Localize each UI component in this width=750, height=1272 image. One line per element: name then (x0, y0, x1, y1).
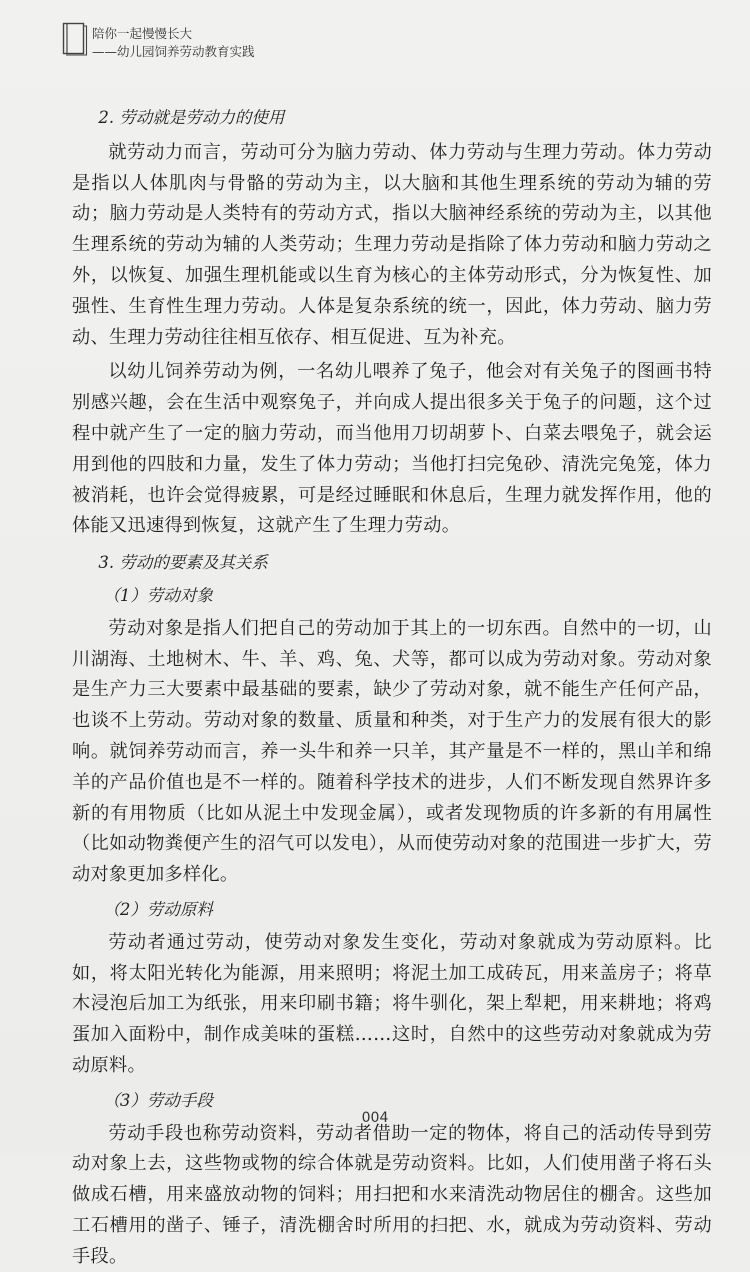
subsection-heading: （3）劳动手段 (72, 1086, 712, 1117)
section-heading: 2. 劳动就是劳动力的使用 (72, 103, 712, 134)
book-title: 陪你一起慢慢长大 (92, 24, 192, 42)
paragraph: 劳动手段也称劳动资料，劳动者借助一定的物体，将自己的活动传导到劳动对象上去，这些物或物的综合体就是劳动资料。比如，人们使用凿子将石头做成石槽，用来盛放动物的饲料；用扫把和水来清洗动物居住的棚舍。这些加工石槽用的凿子、锤子，清洗棚舍时所用的扫把、水，就成为劳动资料、劳动手段。 (72, 1119, 712, 1272)
running-header (62, 18, 362, 70)
subsection-heading: （1）劳动对象 (72, 581, 712, 612)
book-icon (62, 22, 88, 56)
paragraph: 就劳动力而言，劳动可分为脑力劳动、体力劳动与生理力劳动。体力劳动是指以人体肌肉与骨骼的劳动为主，以大脑和其他生理系统的劳动为辅的劳动；脑力劳动是人类特有的劳动方式，指以大脑神经系统的劳动为主，以其他生理系统的劳动为辅的人类劳动；生理力劳动是指除了体力劳动和脑力劳动之外，以恢复、加强生理机能或以生育为核心的主体劳动形式，分为恢复性、加强性、生育性生理力劳动。人体是复杂系统的统一，因此，体力劳动、脑力劳动、生理力劳动往往相互依存、相互促进、互为补充。 (72, 138, 712, 354)
main-text (72, 103, 712, 1272)
paragraph: 以幼儿饲养劳动为例，一名幼儿喂养了兔子，他会对有关兔子的图画书特别感兴趣，会在生活中观察兔子，并向成人提出很多关于兔子的问题，这个过程中就产生了一定的脑力劳动，而当他用刀切胡萝卜、白菜去喂兔子，就会运用到他的四肢和力量，发生了体力劳动；当他打扫完兔砂、清洗完兔笼，体力被消耗，也许会觉得疲累，可是经过睡眠和休息后，生理力就发挥作用，他的体能又迅速得到恢复，这就产生了生理力劳动。 (72, 357, 712, 542)
book-subtitle: ——幼儿园饲养劳动教育实践 (92, 42, 255, 60)
subsection-heading: （2）劳动原料 (72, 895, 712, 926)
paragraph: 劳动者通过劳动，使劳动对象发生变化，劳动对象就成为劳动原料。比如，将太阳光转化为能源，用来照明；将泥土加工成砖瓦，用来盖房子；将草木浸泡后加工为纸张，用来印刷书籍；将牛驯化，架上犁耙，用来耕地；将鸡蛋加入面粉中，制作成美味的蛋糕……这时，自然中的这些劳动对象就成为劳动原料。 (72, 928, 712, 1082)
page-number: 004 (0, 1110, 750, 1126)
paragraph: 劳动对象是指人们把自己的劳动加于其上的一切东西。自然中的一切，山川湖海、土地树木、牛、羊、鸡、兔、犬等，都可以成为劳动对象。劳动对象是生产力三大要素中最基础的要素，缺少了劳动对象，就不能生产任何产品，也谈不上劳动。劳动对象的数量、质量和种类，对于生产力的发展有很大的影响。就饲养劳动而言，养一头牛和养一只羊，其产量是不一样的，黑山羊和绵羊的产品价值也是不一样的。随着科学技术的进步，人们不断发现自然界许多新的有用物质（比如从泥土中发现金属），或者发现物质的许多新的有用属性（比如动物粪便产生的沼气可以发电），从而使劳动对象的范围进一步扩大，劳动对象更加多样化。 (72, 614, 712, 891)
section-heading: 3. 劳动的要素及其关系 (72, 548, 712, 579)
